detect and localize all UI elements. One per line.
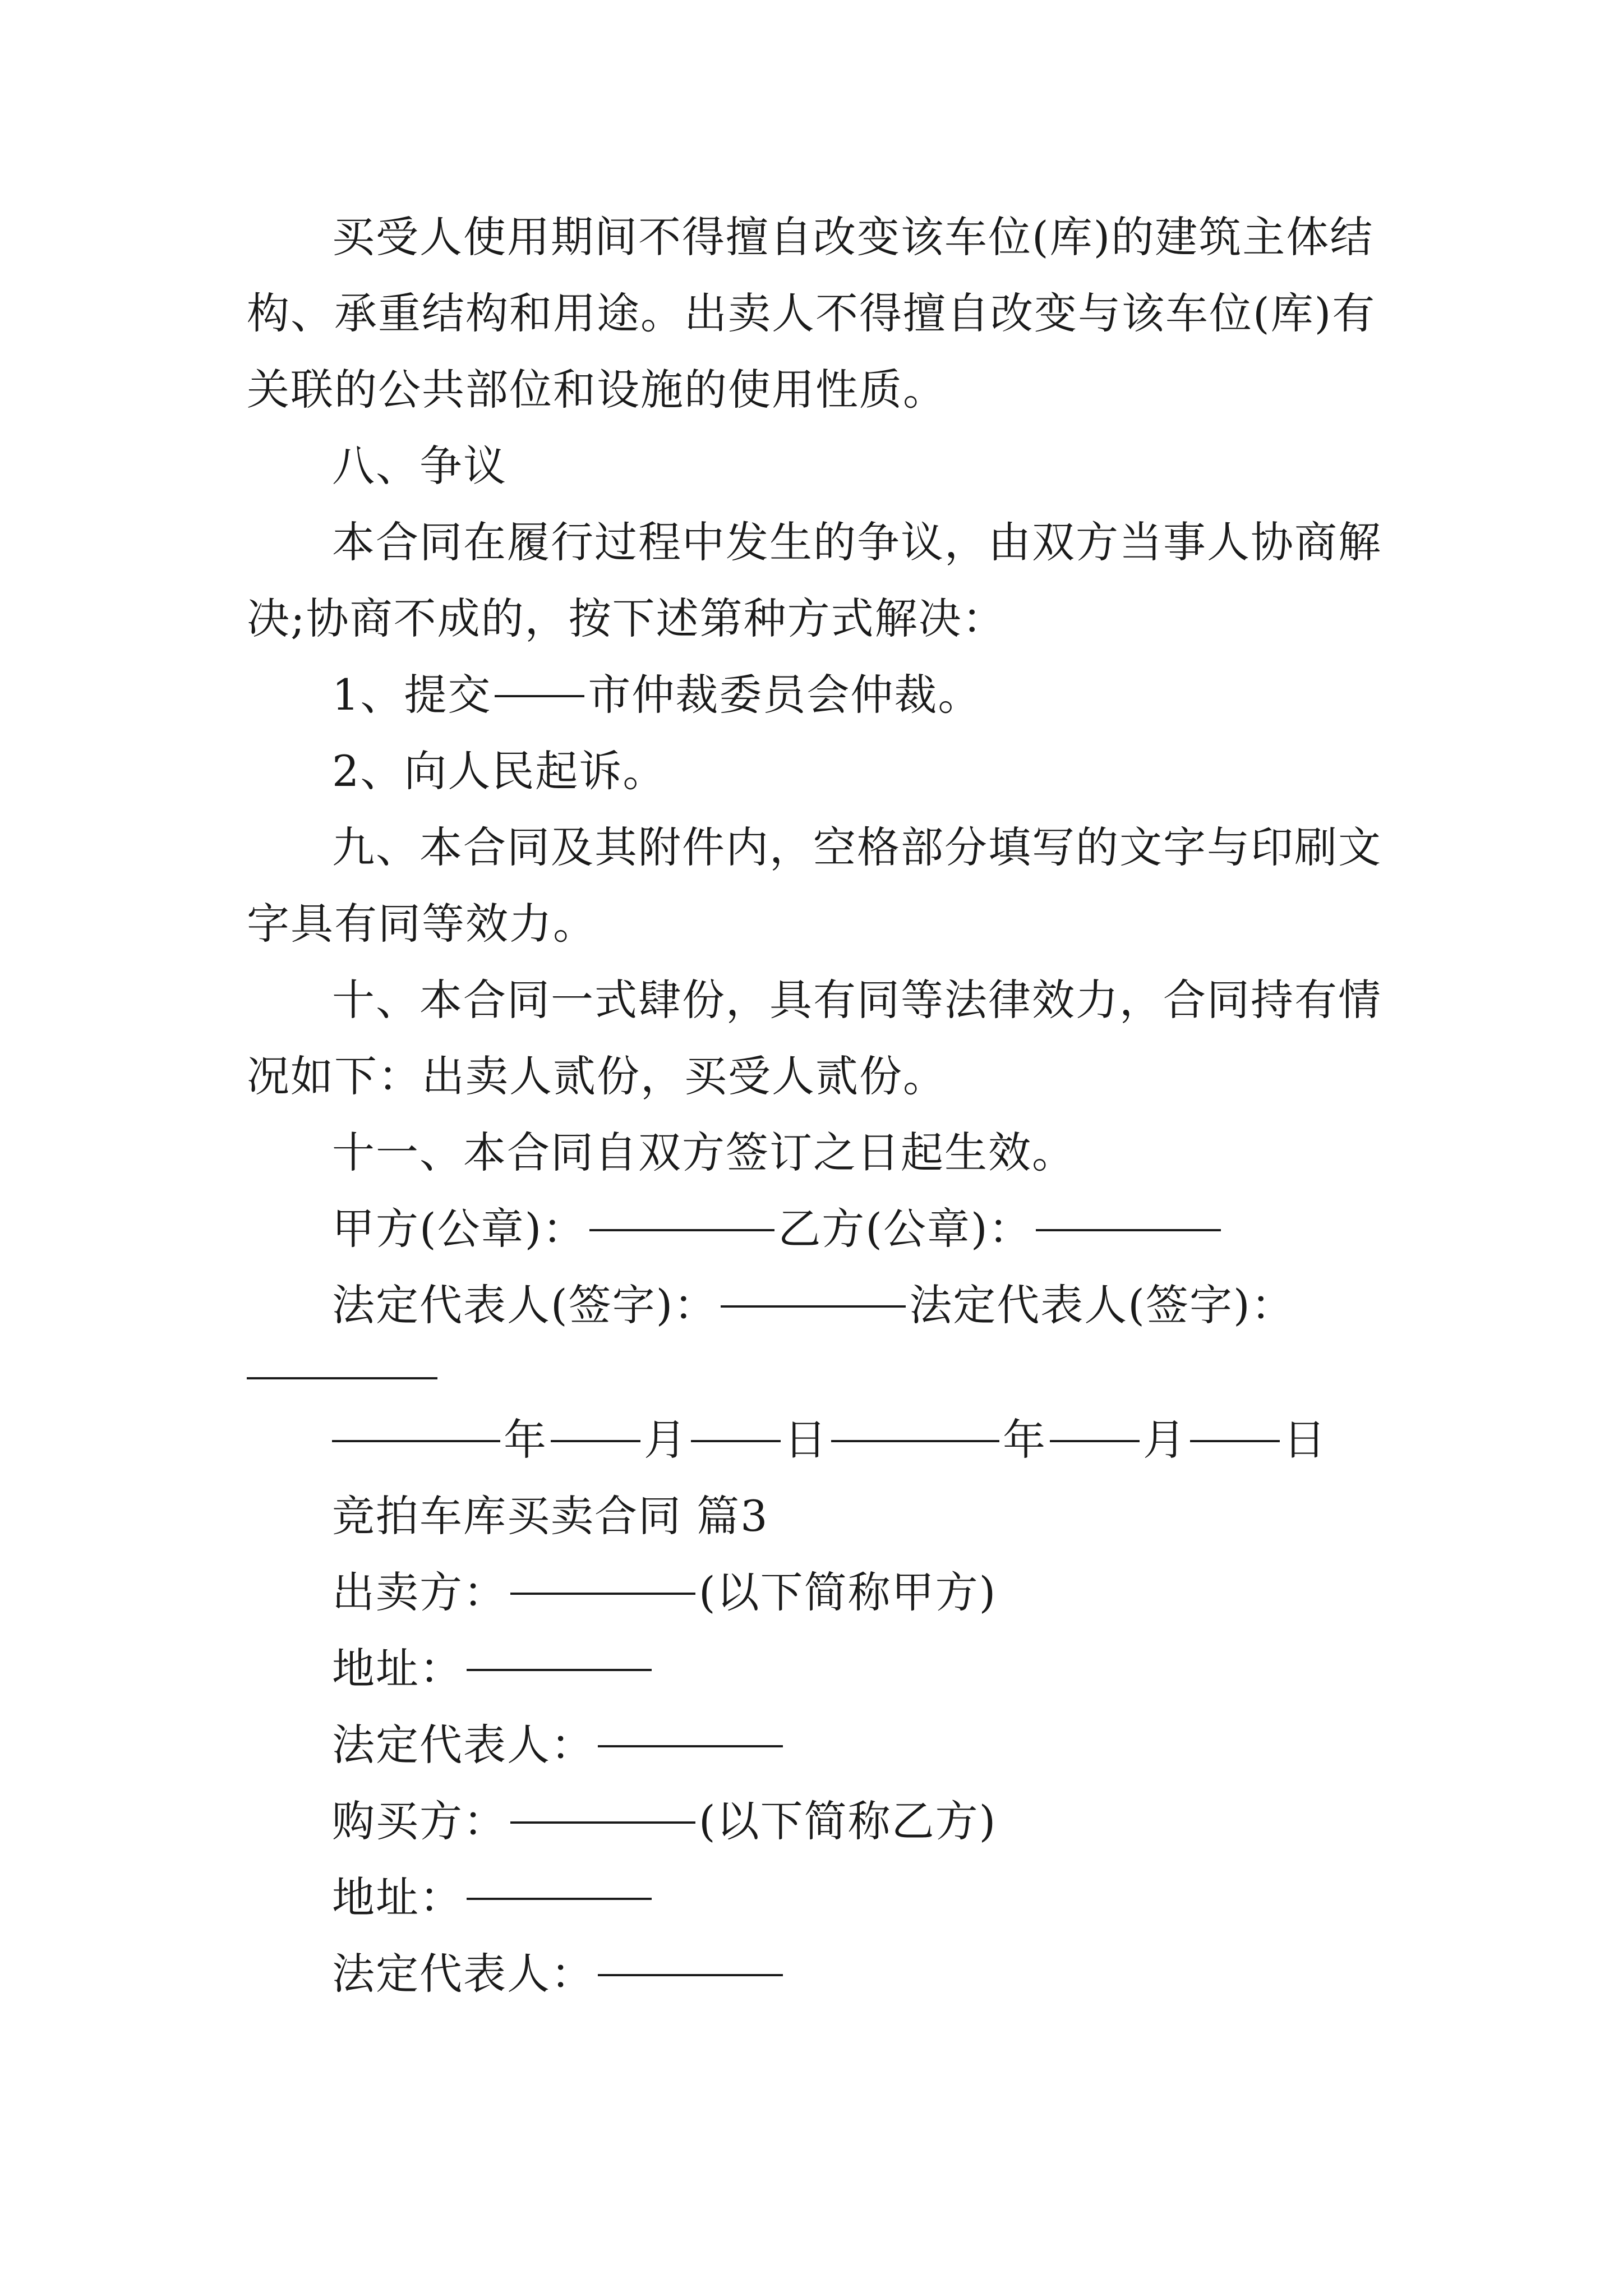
- rep-b-blank: [247, 1343, 437, 1379]
- buyer-label: 购买方：: [332, 1796, 507, 1846]
- option-1-suffix: 市仲裁委员会仲裁。: [588, 670, 982, 720]
- city-blank: [495, 657, 584, 697]
- party-b-seal-blank: [1036, 1191, 1221, 1231]
- seller-rep-label: 法定代表人：: [332, 1720, 594, 1770]
- clause-11: 十一、本合同自双方签订之日起生效。: [332, 1128, 1076, 1177]
- buyer-rep-blank: [598, 1936, 783, 1976]
- buyer-address-blank: [467, 1860, 652, 1900]
- seller-address-label: 地址：: [332, 1644, 463, 1694]
- day-a-label: 日: [784, 1415, 828, 1465]
- date-line: [247, 1402, 1391, 1478]
- rep-b-label: 法定代表人(签字)：: [909, 1280, 1295, 1330]
- buyer-address-label: 地址：: [332, 1872, 463, 1922]
- party-a-seal-blank: [589, 1191, 774, 1231]
- document-body: [247, 199, 1391, 2012]
- day-a-blank: [691, 1402, 781, 1442]
- buyer-rep-label: 法定代表人：: [332, 1949, 594, 1999]
- clause-9: 九、本合同及其附件内，空格部分填写的文字与印刷文字具有同等效力。: [247, 822, 1382, 949]
- party-b-seal-label: 乙方(公章)：: [778, 1204, 1032, 1254]
- month-b-blank: [1050, 1402, 1140, 1442]
- rep-a-label: 法定代表人(签字)：: [332, 1280, 718, 1330]
- clause-10: 十、本合同一式肆份，具有同等法律效力，合同持有情况如下：出卖人贰份，买受人贰份。: [247, 975, 1382, 1101]
- year-b-blank: [831, 1402, 999, 1442]
- seller-line: [247, 1554, 1391, 1631]
- party-a-seal-label: 甲方(公章)：: [332, 1204, 587, 1254]
- buyer-blank: [510, 1783, 695, 1824]
- day-b-blank: [1190, 1402, 1280, 1442]
- seller-rep-blank: [598, 1707, 783, 1747]
- month-a-blank: [551, 1402, 640, 1442]
- seller-blank: [510, 1554, 695, 1595]
- seller-note: (以下简称甲方): [699, 1567, 997, 1617]
- option-1-prefix: 1、提交: [332, 670, 492, 720]
- buyer-line: [247, 1783, 1391, 1860]
- representative-line: [247, 1267, 1391, 1343]
- seller-label: 出卖方：: [332, 1567, 507, 1617]
- year-a-label: 年: [504, 1415, 547, 1465]
- buyer-address-line: [247, 1860, 1391, 1936]
- seal-line: [247, 1191, 1391, 1267]
- dispute-option-1: [247, 657, 1391, 733]
- day-b-label: 日: [1283, 1415, 1327, 1465]
- seller-address-blank: [467, 1631, 652, 1671]
- seller-rep-line: [247, 1707, 1391, 1783]
- seller-address-line: [247, 1631, 1391, 1707]
- rep-a-blank: [721, 1267, 906, 1308]
- year-a-blank: [332, 1402, 500, 1442]
- buyer-note: (以下简称乙方): [699, 1796, 997, 1846]
- usage-clause: 买受人使用期间不得擅自改变该车位(库)的建筑主体结构、承重结构和用途。出卖人不得擅自改变与该车位(库)有关联的公共部位和设施的使用性质。: [247, 212, 1376, 415]
- month-a-label: 月: [644, 1415, 688, 1465]
- dispute-option-2: 2、向人民起诉。: [332, 746, 667, 796]
- month-b-label: 月: [1143, 1415, 1187, 1465]
- section-heading-dispute: 八、争议: [332, 441, 507, 491]
- year-b-label: 年: [1003, 1415, 1046, 1465]
- dispute-clause: 本合同在履行过程中发生的争议，由双方当事人协商解决;协商不成的，按下述第种方式解决：: [247, 517, 1382, 643]
- contract-3-title: 竞拍车库买卖合同 篇3: [332, 1491, 769, 1541]
- buyer-rep-line: [247, 1936, 1391, 2012]
